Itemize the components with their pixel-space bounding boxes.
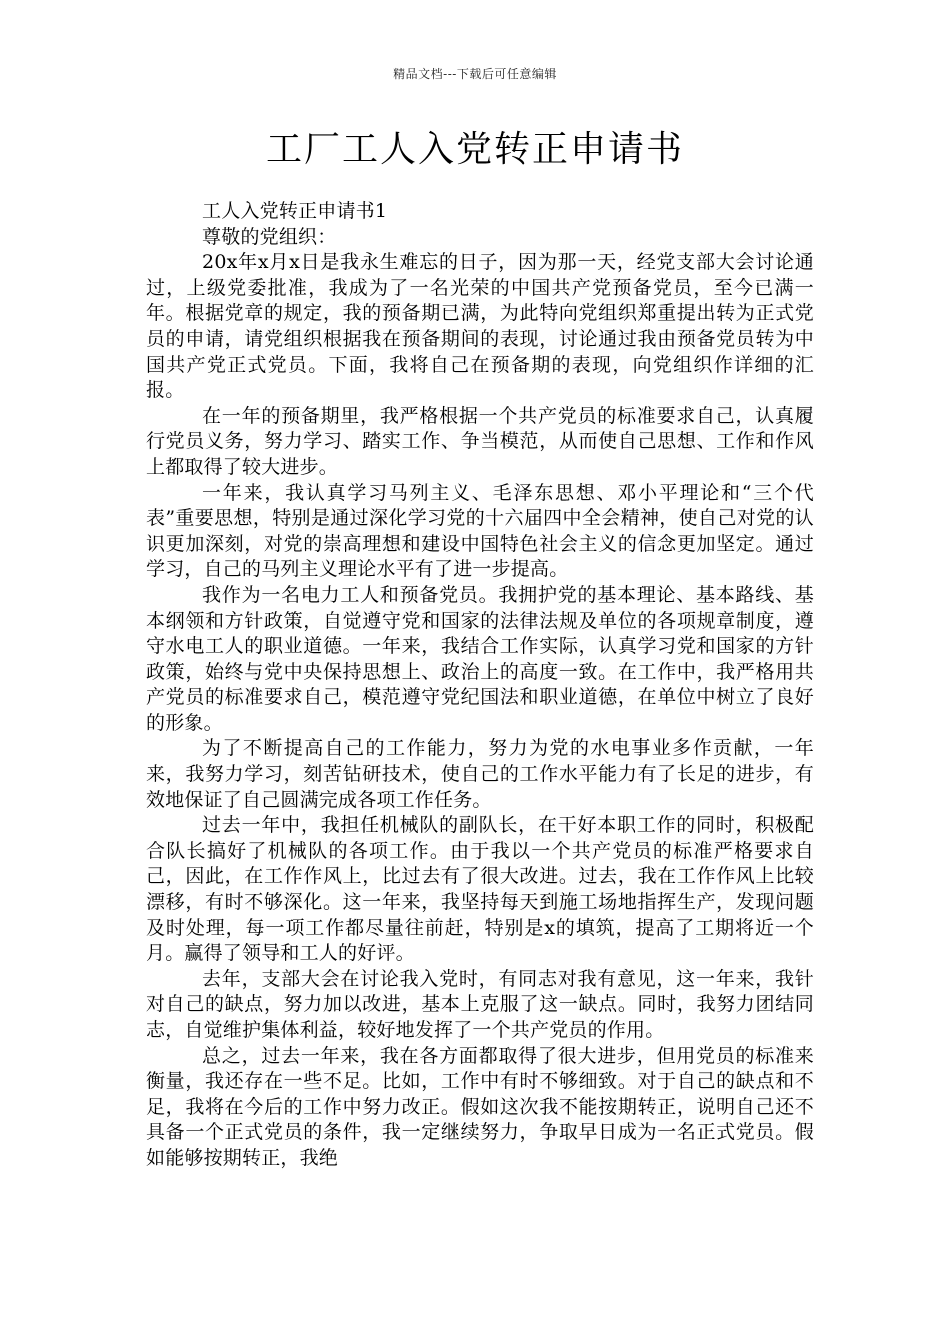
header-note: 精品文档---下载后可任意编辑	[393, 67, 557, 81]
salutation: 尊敬的党组织：	[202, 225, 337, 248]
document-subtitle: 工人入党转正申请书1	[202, 200, 388, 222]
paragraph-6: 过去一年中，我担任机械队的副队长，在干好本职工作的同时，积极配合队长搞好了机械队的各项工作。由于我以一个共产党员的标准严格要求自己，因此，在工作作风上，比过去有了很大改进。过去，我在工作作风上比较漂移，有时不够深化。这一年来，我坚持每天到施工场地指挥生产，发现问题及时处理，每一项工作都尽量往前赶，特别是x的填筑，提高了工期将近一个月。赢得了领导和工人的好评。	[146, 814, 814, 965]
paragraph-3: 一年来，我认真学习马列主义、毛泽东思想、邓小平理论和“三个代表”重要思想，特别是通过深化学习党的十六届四中全会精神，使自己对党的认识更加深刻，对党的崇高理想和建设中国特色社会主义的信念更加坚定。通过学习，自己的马列主义理论水平有了进一步提高。	[146, 481, 814, 581]
document-body	[146, 199, 814, 1172]
paragraph-7: 去年，支部大会在讨论我入党时，有同志对我有意见，这一年来，我针对自己的缺点，努力加以改进，基本上克服了这一缺点。同时，我努力团结同志，自觉维护集体利益，较好地发挥了一个共产党员的作用。	[146, 967, 814, 1041]
paragraph-2: 在一年的预备期里，我严格根据一个共产党员的标准要求自己，认真履行党员义务，努力学习、踏实工作、争当模范，从而使自己思想、工作和作风上都取得了较大进步。	[146, 404, 814, 478]
paragraph-1: 20x年x月x日是我永生难忘的日子，因为那一天，经党支部大会讨论通过，上级党委批准，我成为了一名光荣的中国共产党预备党员，至今已满一年。根据党章的规定，我的预备期已满，为此特向党组织郑重提出转为正式党员的申请，请党组织根据我在预备期间的表现，讨论通过我由预备党员转为中国共产党正式党员。下面，我将自己在预备期的表现，向党组织作详细的汇报。	[146, 251, 814, 402]
paragraph-4: 我作为一名电力工人和预备党员。我拥护党的基本理论、基本路线、基本纲领和方针政策，自觉遵守党和国家的法律法规及单位的各项规章制度，遵守水电工人的职业道德。一年来，我结合工作实际，认真学习党和国家的方针政策，始终与党中央保持思想上、政治上的高度一致。在工作中，我严格用共产党员的标准要求自己，模范遵守党纪国法和职业道德，在单位中树立了良好的形象。	[146, 583, 814, 734]
document-title: 工厂工人入党转正申请书	[265, 129, 684, 170]
paragraph-8: 总之，过去一年来，我在各方面都取得了很大进步，但用党员的标准来衡量，我还存在一些不足。比如，工作中有时不够细致。对于自己的缺点和不足，我将在今后的工作中努力改正。假如这次我不能按期转正，说明自己还不具备一个正式党员的条件，我一定继续努力，争取早日成为一名正式党员。假如能够按期转正，我绝	[146, 1044, 814, 1169]
paragraph-5: 为了不断提高自己的工作能力，努力为党的水电事业多作贡献，一年来，我努力学习，刻苦钻研技术，使自己的工作水平能力有了长足的进步，有效地保证了自己圆满完成各项工作任务。	[146, 737, 814, 811]
